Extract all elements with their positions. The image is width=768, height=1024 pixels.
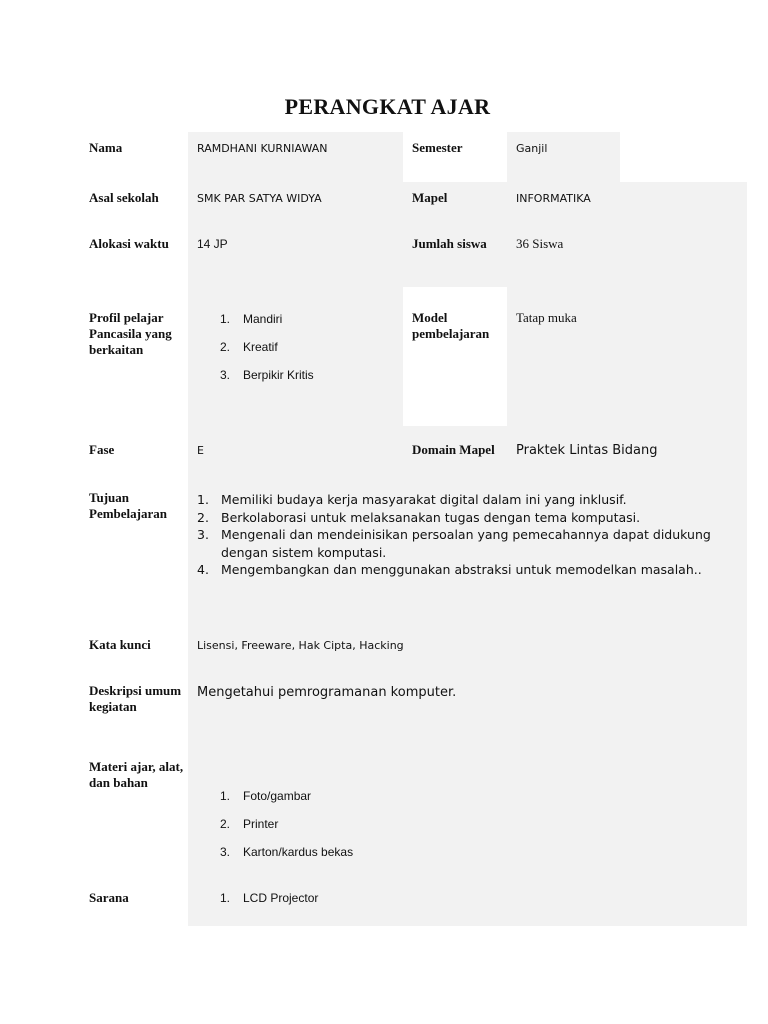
tujuan-list <box>197 491 737 579</box>
value-mapel: INFORMATIKA <box>516 192 591 205</box>
value-domain-mapel: Praktek Lintas Bidang <box>516 443 658 458</box>
value-kata-kunci: Lisensi, Freeware, Hak Cipta, Hacking <box>197 639 404 652</box>
value-deskripsi: Mengetahui pemrogramanan komputer. <box>197 685 457 700</box>
label-fase: Fase <box>89 442 115 457</box>
value-model-pembelajaran: Tatap muka <box>516 310 577 325</box>
label-semester: Semester <box>412 140 463 155</box>
value-semester: Ganjil <box>516 142 548 155</box>
value-column-right-shade-top <box>507 132 620 182</box>
value-asal-sekolah: SMK PAR SATYA WIDYA <box>197 192 322 205</box>
label-profil-pelajar: Profil pelajar Pancasila yang berkaitan <box>89 310 172 357</box>
list-item: 3. Mengenali dan mendeinisikan persoalan yang pemecahannya dapat didukung dengan sistem komputasi. <box>197 527 711 560</box>
label-nama: Nama <box>89 140 123 155</box>
value-alokasi-waktu: 14 JP <box>197 237 228 251</box>
label-jumlah-siswa: Jumlah siswa <box>412 236 487 251</box>
label-asal-sekolah: Asal sekolah <box>89 190 159 205</box>
label-tujuan-pembelajaran: Tujuan Pembelajaran <box>89 490 167 521</box>
value-jumlah-siswa: 36 Siswa <box>516 236 564 251</box>
label-mapel: Mapel <box>412 190 448 205</box>
value-fase: E <box>197 444 204 457</box>
list-item: 2. Berkolaborasi untuk melaksanakan tugas dengan tema komputasi. <box>197 509 641 525</box>
list-item: 4. Mengembangkan dan menggunakan abstraksi untuk memodelkan masalah.. <box>197 562 702 577</box>
label-domain-mapel: Domain Mapel <box>412 442 495 457</box>
label-materi: Materi ajar, alat, dan bahan <box>89 759 184 790</box>
page-title: PERANGKAT AJAR <box>284 94 491 119</box>
label-kata-kunci: Kata kunci <box>89 637 151 652</box>
value-nama: RAMDHANI KURNIAWAN <box>197 142 328 155</box>
label-sarana: Sarana <box>89 890 129 905</box>
label-deskripsi: Deskripsi umum kegiatan <box>89 683 182 714</box>
list-item: 1. Memiliki budaya kerja masyarakat digital dalam ini yang inklusif. <box>197 492 627 507</box>
label-model-pembelajaran: Model pembelajaran <box>412 310 490 341</box>
label-alokasi-waktu: Alokasi waktu <box>89 236 169 251</box>
